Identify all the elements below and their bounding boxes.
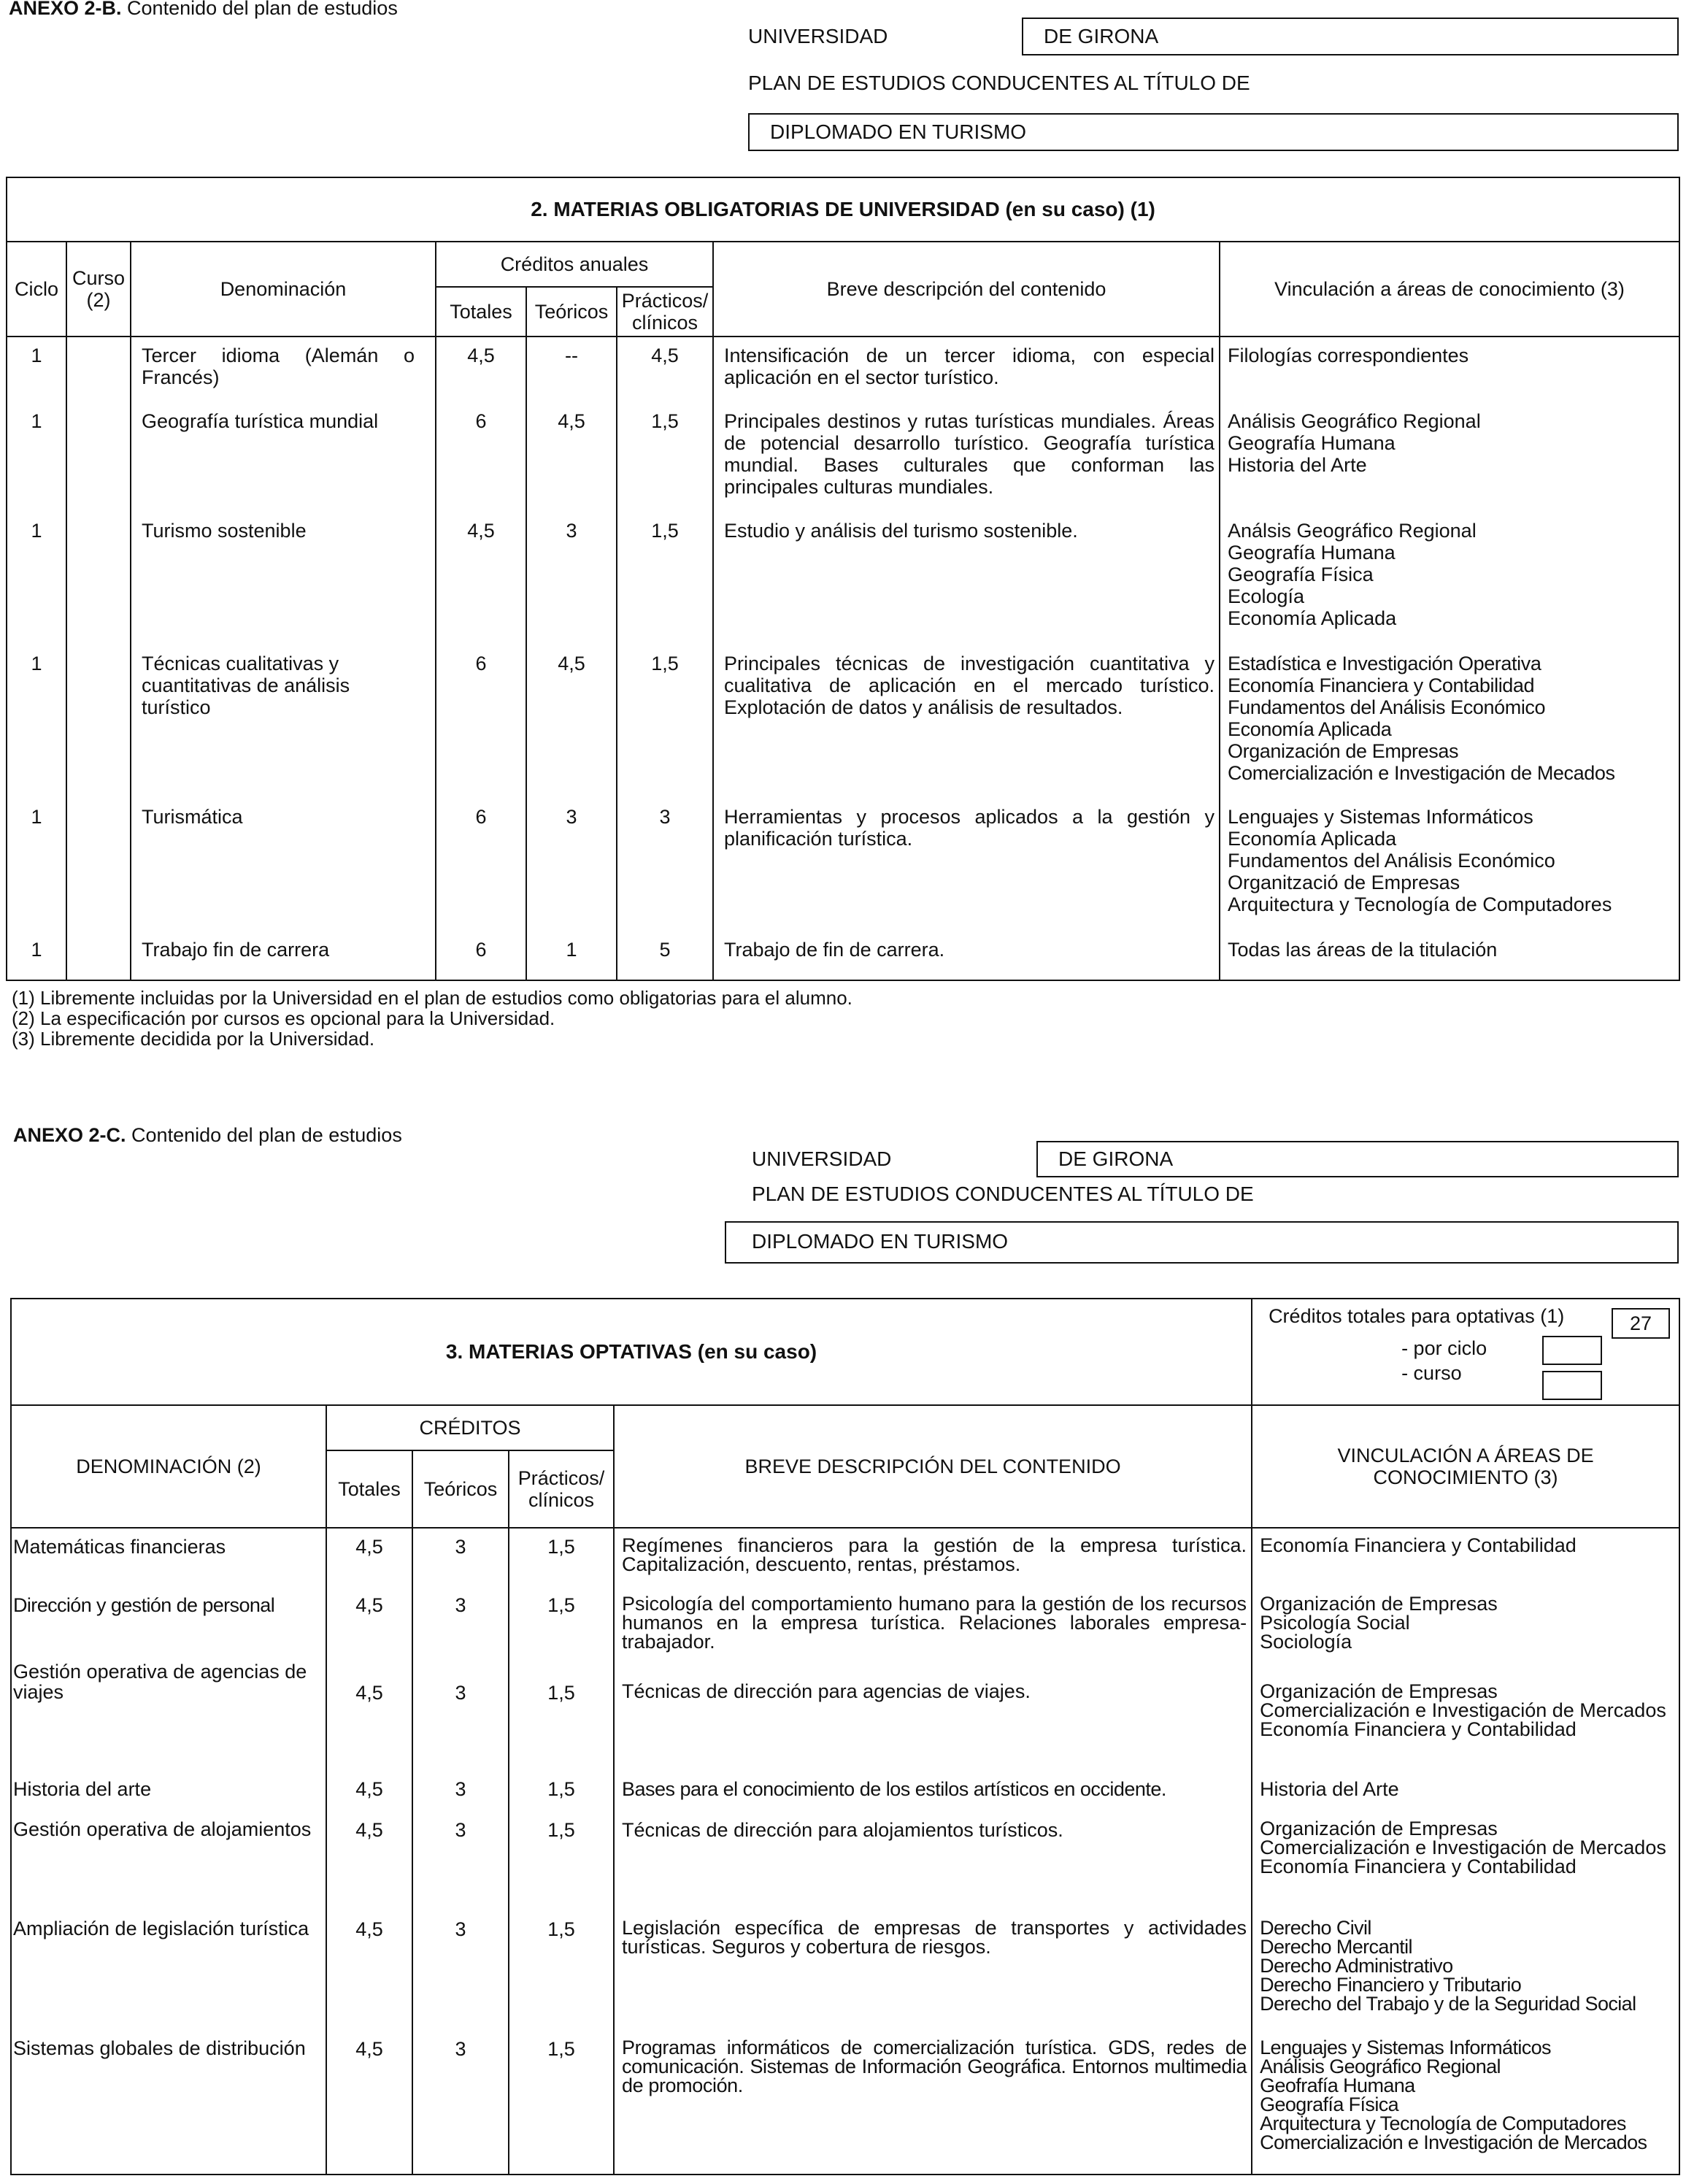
cell-teoricos: 3 — [526, 806, 617, 939]
cell-denominacion: Trabajo fin de carrera — [131, 939, 436, 980]
cell-descripcion: Principales destinos y rutas turísticas mundiales. Áreas de potencial desarrollo turístico. Geografía turística mundial. Bases culturales que conforman las principales culturas mundiales. — [713, 410, 1220, 520]
cell-practicos: 5 — [617, 939, 713, 980]
cell-teoricos: 3 — [412, 1819, 509, 1918]
area-item: Arquitectura y Tecnología de Computadores — [1260, 2112, 1626, 2134]
annex-b-heading — [9, 0, 398, 20]
cell-descripcion: Técnicas de dirección para alojamientos turísticos. — [614, 1819, 1252, 1918]
annex-b-subtitle: Contenido del plan de estudios — [127, 0, 398, 19]
area-item: Economía Aplicada — [1228, 607, 1397, 629]
por-ciclo-box — [1542, 1336, 1602, 1365]
table-row — [7, 806, 1679, 939]
annex-b-label: ANEXO 2-B. — [9, 0, 122, 19]
cell-practicos: 3 — [617, 806, 713, 939]
cell-teoricos: 3 — [412, 1918, 509, 2038]
annex-c-label: ANEXO 2-C. — [13, 1124, 126, 1146]
cell-practicos: 1,5 — [509, 1819, 614, 1918]
cell-descripcion: Bases para el conocimiento de los estilos artísticos en occidente. — [614, 1778, 1252, 1819]
cell-descripcion: Regímenes financieros para la gestión de la empresa turística. Capitalización, descuento, rentas, préstamos. — [614, 1528, 1252, 1594]
area-item: Ecología — [1228, 585, 1305, 607]
cell-practicos: 1,5 — [509, 1594, 614, 1661]
titulo-value-box — [748, 113, 1679, 151]
cell-practicos: 1,5 — [617, 653, 713, 806]
area-item: Todas las áreas de la titulación — [1228, 939, 1498, 961]
titulo-value: DIPLOMADO EN TURISMO — [770, 120, 1027, 143]
cell-curso — [66, 806, 131, 939]
area-item: Comercialización e Investigación de Mecados — [1228, 762, 1615, 784]
table-row — [11, 1661, 1679, 1778]
cell-areas — [1220, 520, 1679, 653]
area-item: Sociología — [1260, 1631, 1352, 1653]
cell-ciclo: 1 — [7, 520, 66, 653]
cell-denominacion: Turismo sostenible — [131, 520, 436, 653]
cell-ciclo: 1 — [7, 410, 66, 520]
col-ciclo: Ciclo — [7, 242, 66, 337]
cell-totales: 4,5 — [326, 1918, 412, 2038]
cell-teoricos: 3 — [412, 1594, 509, 1661]
cell-ciclo: 1 — [7, 939, 66, 980]
cell-areas — [1252, 1528, 1679, 1594]
area-item: Geografía Humana — [1228, 542, 1396, 564]
cell-denominacion: Sistemas globales de distribución — [11, 2038, 326, 2175]
area-item: Economía Financiera y Contabilidad — [1260, 1534, 1577, 1556]
cell-denominacion: Geografía turística mundial — [131, 410, 436, 520]
obligatorias-table — [6, 177, 1680, 981]
table-row — [11, 1594, 1679, 1661]
col-denominacion: Denominación — [131, 242, 436, 337]
cell-descripcion: Programas informáticos de comercialización turística. GDS, redes de comunicación. Sistemas de Información Geográfica. Entornos multimedia de promoción. — [614, 2038, 1252, 2175]
area-item: Organització de Empresas — [1228, 872, 1460, 893]
cell-totales: 6 — [436, 653, 526, 806]
col-descripcion: Breve descripción del contenido — [713, 242, 1220, 337]
annex-b-notes — [12, 988, 852, 1049]
col-vinculacion: Vinculación a áreas de conocimiento (3) — [1220, 242, 1679, 337]
table-row — [7, 939, 1679, 980]
area-item: Historia del Arte — [1228, 454, 1367, 476]
area-item: Comercialización e Investigación de Mercados — [1260, 1699, 1666, 1721]
area-item: Fundamentos del Análisis Económico — [1228, 696, 1546, 718]
cell-totales: 4,5 — [326, 1594, 412, 1661]
cell-areas — [1220, 337, 1679, 410]
universidad-value-box-c — [1036, 1141, 1679, 1177]
cell-practicos: 1,5 — [617, 410, 713, 520]
footnote: (2) La especificación por cursos es opcional para la Universidad. — [12, 1007, 555, 1029]
cell-ciclo: 1 — [7, 337, 66, 410]
universidad-label-c: UNIVERSIDAD — [752, 1147, 892, 1170]
cell-denominacion: Matemáticas financieras — [11, 1528, 326, 1594]
area-item: Geografía Física — [1260, 2093, 1399, 2115]
area-item: Comercialización e Investigación de Mercados — [1260, 2131, 1647, 2153]
area-item: Organización de Empresas — [1260, 1818, 1498, 1839]
table-row — [11, 2038, 1679, 2175]
col-teoricos: Teóricos — [526, 287, 617, 337]
table-row — [11, 1819, 1679, 1918]
table-row — [7, 653, 1679, 806]
table-row — [7, 337, 1679, 410]
cell-denominacion: Turismática — [131, 806, 436, 939]
cell-curso — [66, 653, 131, 806]
col-creditos: Créditos anuales — [436, 242, 713, 287]
col-vinculacion-c: VINCULACIÓN A ÁREAS DE CONOCIMIENTO (3) — [1252, 1405, 1679, 1528]
area-item: Organización de Empresas — [1228, 740, 1459, 762]
col-denominacion-c: DENOMINACIÓN (2) — [11, 1405, 326, 1528]
cell-practicos: 1,5 — [509, 1528, 614, 1594]
area-item: Geofrafía Humana — [1260, 2075, 1415, 2096]
cell-descripcion: Trabajo de fin de carrera. — [713, 939, 1220, 980]
area-item: Organización de Empresas — [1260, 1680, 1498, 1702]
cell-descripcion: Legislación específica de empresas de transportes y actividades turísticas. Seguros y cobertura de riesgos. — [614, 1918, 1252, 2038]
area-item: Derecho Financiero y Tributario — [1260, 1974, 1522, 1996]
cell-totales: 6 — [436, 410, 526, 520]
cell-totales: 4,5 — [326, 1528, 412, 1594]
cell-denominacion: Gestión operativa de agencias de viajes — [11, 1661, 326, 1778]
col-descripcion-c: BREVE DESCRIPCIÓN DEL CONTENIDO — [614, 1405, 1252, 1528]
cell-areas — [1252, 1661, 1679, 1778]
universidad-value: DE GIRONA — [1044, 25, 1159, 47]
cell-teoricos: 3 — [526, 520, 617, 653]
area-item: Derecho Mercantil — [1260, 1936, 1412, 1958]
col-curso: Curso (2) — [66, 242, 131, 337]
area-item: Economía Financiera y Contabilidad — [1260, 1718, 1577, 1740]
cell-areas — [1252, 1778, 1679, 1819]
cell-descripcion: Estudio y análisis del turismo sostenible. — [713, 520, 1220, 653]
creditos-totales-cell — [1252, 1299, 1679, 1405]
cell-practicos: 1,5 — [509, 2038, 614, 2175]
area-item: Economía Aplicada — [1228, 828, 1397, 850]
cell-curso — [66, 520, 131, 653]
col-practicos: Prácticos/ clínicos — [617, 287, 713, 337]
area-item: Fundamentos del Análisis Económico — [1228, 850, 1555, 872]
optativas-title: 3. MATERIAS OPTATIVAS (en su caso) — [11, 1299, 1252, 1405]
cell-totales: 4,5 — [326, 1819, 412, 1918]
col-practicos-c: Prácticos/ clínicos — [509, 1450, 614, 1528]
cell-teoricos: 3 — [412, 1528, 509, 1594]
table-row — [11, 1918, 1679, 2038]
cell-totales: 4,5 — [436, 520, 526, 653]
area-item: Análsis Geográfico Regional — [1228, 520, 1477, 542]
cell-practicos: 1,5 — [509, 1778, 614, 1819]
area-item: Geografía Humana — [1228, 432, 1396, 454]
cell-totales: 4,5 — [326, 2038, 412, 2175]
cell-totales: 4,5 — [326, 1661, 412, 1778]
area-item: Psicología Social — [1260, 1612, 1410, 1634]
cell-curso — [66, 337, 131, 410]
col-creditos-c: CRÉDITOS — [326, 1405, 614, 1450]
cell-teoricos: 4,5 — [526, 653, 617, 806]
cell-totales: 4,5 — [326, 1778, 412, 1819]
area-item: Geografía Física — [1228, 564, 1374, 585]
titulo-value-box-c — [725, 1221, 1679, 1264]
cell-teoricos: 4,5 — [526, 410, 617, 520]
cell-areas — [1252, 1918, 1679, 2038]
por-ciclo-label: - por ciclo — [1401, 1337, 1487, 1359]
creditos-totales-label: Créditos totales para optativas (1) — [1269, 1305, 1565, 1327]
cell-denominacion: Dirección y gestión de personal — [11, 1594, 326, 1661]
plan-label-c: PLAN DE ESTUDIOS CONDUCENTES AL TÍTULO DE — [752, 1183, 1254, 1205]
cell-denominacion: Tercer idioma (Alemán o Francés) — [131, 337, 436, 410]
area-item: Arquitectura y Tecnología de Computadores — [1228, 893, 1612, 915]
cell-descripcion: Psicología del comportamiento humano para la gestión de los recursos humanos en la empresa turística. Relaciones laborales empresa-trabajador. — [614, 1594, 1252, 1661]
cell-totales: 6 — [436, 939, 526, 980]
area-item: Organización de Empresas — [1260, 1593, 1498, 1615]
area-item: Comercialización e Investigación de Mercados — [1260, 1837, 1666, 1858]
cell-descripcion: Técnicas de dirección para agencias de viajes. — [614, 1661, 1252, 1778]
universidad-label: UNIVERSIDAD — [748, 25, 888, 47]
area-item: Economía Financiera y Contabilidad — [1228, 674, 1535, 696]
universidad-value-box — [1022, 18, 1679, 55]
curso-label: - curso — [1401, 1362, 1462, 1384]
titulo-value-c: DIPLOMADO EN TURISMO — [752, 1230, 1009, 1253]
table-row — [11, 1778, 1679, 1819]
cell-areas — [1220, 410, 1679, 520]
area-item: Análisis Geográfico Regional — [1228, 410, 1481, 432]
area-item: Derecho del Trabajo y de la Seguridad Social — [1260, 1993, 1636, 2015]
cell-areas — [1220, 653, 1679, 806]
cell-teoricos: -- — [526, 337, 617, 410]
area-item: Lenguajes y Sistemas Informáticos — [1260, 2037, 1551, 2058]
area-item: Economía Aplicada — [1228, 718, 1392, 740]
cell-areas — [1252, 1594, 1679, 1661]
area-item: Estadística e Investigación Operativa — [1228, 653, 1541, 674]
cell-denominacion: Historia del arte — [11, 1778, 326, 1819]
footnote: (3) Libremente decidida por la Universidad. — [12, 1028, 375, 1050]
cell-ciclo: 1 — [7, 653, 66, 806]
cell-teoricos: 1 — [526, 939, 617, 980]
col-totales: Totales — [436, 287, 526, 337]
cell-practicos: 1,5 — [617, 520, 713, 653]
cell-descripcion: Intensificación de un tercer idioma, con especial aplicación en el sector turístico. — [713, 337, 1220, 410]
cell-areas — [1220, 806, 1679, 939]
creditos-totales-value: 27 — [1630, 1312, 1652, 1334]
cell-totales: 6 — [436, 806, 526, 939]
table-row — [7, 410, 1679, 520]
area-item: Historia del Arte — [1260, 1778, 1399, 1800]
cell-descripcion: Herramientas y procesos aplicados a la gestión y planificación turística. — [713, 806, 1220, 939]
annex-c-heading — [13, 1124, 402, 1147]
table-row — [7, 520, 1679, 653]
area-item: Análisis Geográfico Regional — [1260, 2056, 1501, 2077]
universidad-value-c: DE GIRONA — [1058, 1147, 1174, 1170]
cell-areas — [1220, 939, 1679, 980]
cell-areas — [1252, 2038, 1679, 2175]
cell-practicos: 1,5 — [509, 1661, 614, 1778]
cell-totales: 4,5 — [436, 337, 526, 410]
area-item: Filologías correspondientes — [1228, 345, 1469, 366]
cell-areas — [1252, 1819, 1679, 1918]
optativas-table — [10, 1298, 1680, 2175]
creditos-totales-box — [1612, 1308, 1670, 1339]
annex-c-subtitle: Contenido del plan de estudios — [131, 1124, 402, 1146]
col-totales-c: Totales — [326, 1450, 412, 1528]
cell-denominacion: Ampliación de legislación turística — [11, 1918, 326, 2038]
obligatorias-title: 2. MATERIAS OBLIGATORIAS DE UNIVERSIDAD (en su caso) (1) — [7, 177, 1679, 242]
area-item: Lenguajes y Sistemas Informáticos — [1228, 806, 1533, 828]
cell-practicos: 1,5 — [509, 1918, 614, 2038]
cell-denominacion: Técnicas cualitativas y cuantitativas de análisis turístico — [131, 653, 436, 806]
table-row — [11, 1528, 1679, 1594]
area-item: Derecho Civil — [1260, 1917, 1371, 1939]
cell-teoricos: 3 — [412, 1661, 509, 1778]
cell-denominacion: Gestión operativa de alojamientos — [11, 1819, 326, 1918]
cell-teoricos: 3 — [412, 1778, 509, 1819]
footnote: (1) Libremente incluidas por la Universidad en el plan de estudios como obligatorias para el alumno. — [12, 987, 852, 1009]
area-item: Economía Financiera y Contabilidad — [1260, 1856, 1577, 1877]
curso-box — [1542, 1371, 1602, 1400]
cell-ciclo: 1 — [7, 806, 66, 939]
col-teoricos-c: Teóricos — [412, 1450, 509, 1528]
cell-practicos: 4,5 — [617, 337, 713, 410]
cell-teoricos: 3 — [412, 2038, 509, 2175]
cell-curso — [66, 410, 131, 520]
cell-curso — [66, 939, 131, 980]
area-item: Derecho Administrativo — [1260, 1955, 1453, 1977]
plan-label: PLAN DE ESTUDIOS CONDUCENTES AL TÍTULO DE — [748, 72, 1250, 94]
cell-descripcion: Principales técnicas de investigación cuantitativa y cualitativa de aplicación en el mercado turístico. Explotación de datos y análisis de resultados. — [713, 653, 1220, 806]
